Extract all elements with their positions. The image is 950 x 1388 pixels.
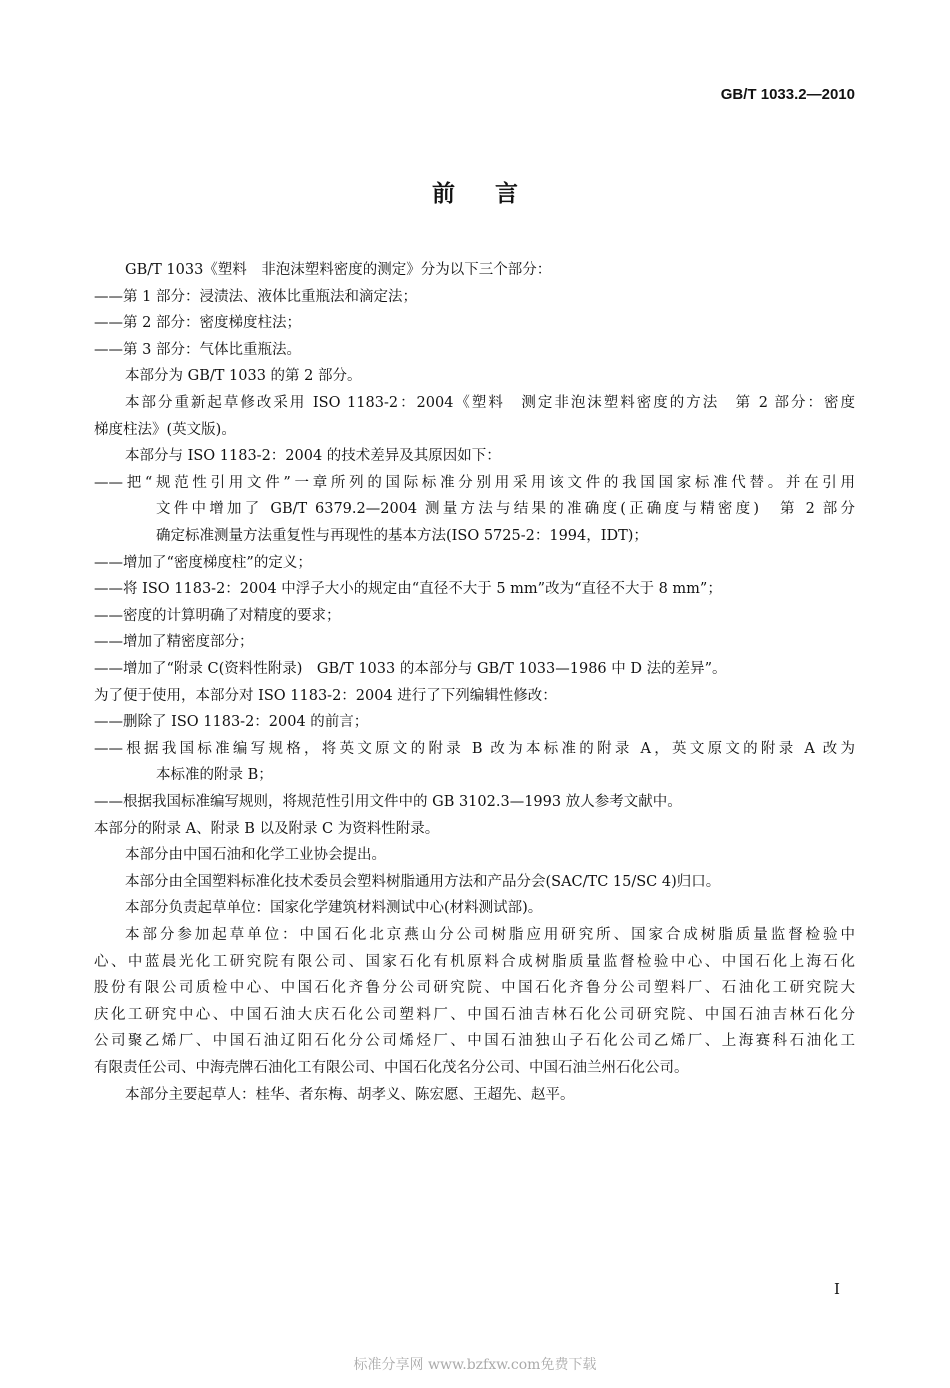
list-item: ——根据我国标准编写规则，将规范性引用文件中的 GB 3102.3—1993 放人参考文献中。	[94, 794, 682, 810]
text-line: 本部分主要起草人：桂华、者东梅、胡孝义、陈宏愿、王超先、赵平。	[125, 1086, 575, 1103]
text-line: 本部分的附录 A、附录 B 以及附录 C 为资料性附录。	[94, 820, 440, 837]
list-item: ——第 1 部分：浸渍法、液体比重瓶法和滴定法；	[94, 288, 417, 305]
list-item: ——增加了“附录 C(资料性附录) GB/T 1033 的本部分与 GB/T 1033—1986 中 D 法的差异”。	[94, 661, 727, 677]
text-line: 心、中蓝晨光化工研究院有限公司、国家石化有机原料合成树脂质量监督检验中心、中国石化上海石化	[94, 953, 855, 970]
text-line: 为了便于使用，本部分对 ISO 1183-2：2004 进行了下列编辑性修改：	[94, 687, 557, 704]
list-item: ——把“规范性引用文件”一章所列的国际标准分别用采用该文件的我国国家标准代替。并在引用	[94, 474, 855, 491]
text-line: GB/T 1033《塑料 非泡沫塑料密度的测定》分为以下三个部分：	[125, 262, 552, 278]
text-line: 公司聚乙烯厂、中国石油辽阳石化分公司烯烃厂、中国石油独山子石化公司乙烯厂、上海赛科石油化工	[94, 1033, 855, 1050]
list-item: ——将 ISO 1183-2：2004 中浮子大小的规定由“直径不大于 5 mm”改为“直径不大于 8 mm”；	[94, 581, 722, 598]
standard-code-header: GB/T 1033.2—2010	[720, 86, 855, 103]
page-title: 前言	[432, 180, 558, 207]
list-item: ——第 3 部分：气体比重瓶法。	[94, 341, 301, 358]
text-line: 本标准的附录 B；	[156, 767, 273, 784]
list-item: ——第 2 部分：密度梯度柱法；	[94, 315, 301, 332]
text-line: 本部分负责起草单位：国家化学建筑材料测试中心(材料测试部)。	[125, 900, 543, 917]
text-line: 有限责任公司、中海壳牌石油化工有限公司、中国石化茂名分公司、中国石油兰州石化公司。	[94, 1060, 689, 1076]
text-line: 庆化工研究中心、中国石油大庆石化公司塑料厂、中国石油吉林石化公司研究院、中国石油吉林石化分	[94, 1006, 855, 1023]
text-line: 股份有限公司质检中心、中国石化齐鲁分公司研究院、中国石化齐鲁分公司塑料厂、石油化工研究院大	[94, 980, 855, 997]
list-item: ——删除了 ISO 1183-2：2004 的前言；	[94, 714, 369, 731]
list-item: ——密度的计算明确了对精度的要求；	[94, 607, 341, 624]
list-item: ——根据我国标准编写规格，将英文原文的附录 B 改为本标准的附录 A，英文原文的附录 A 改为	[94, 740, 855, 757]
text-line: 本部分由中国石油和化学工业协会提出。	[125, 847, 386, 864]
watermark: 标准分享网 www.bzfxw.com免费下载	[353, 1357, 597, 1373]
list-item: ——增加了精密度部分；	[94, 634, 254, 651]
text-line: 本部分为 GB/T 1033 的第 2 部分。	[125, 368, 362, 385]
text-line: 本部分重新起草修改采用 ISO 1183-2：2004《塑料 测定非泡沫塑料密度的方法 第 2 部分：密度	[125, 395, 855, 411]
text-line: 梯度柱法》(英文版)。	[94, 421, 236, 438]
text-line: 文件中增加了 GB/T 6379.2—2004 测量方法与结果的准确度(正确度与精密度) 第 2 部分	[156, 501, 855, 518]
text-line: 本部分参加起草单位：中国石化北京燕山分公司树脂应用研究所、国家合成树脂质量监督检验中	[125, 927, 855, 943]
page-number: I	[834, 1280, 840, 1298]
list-item: ——增加了“密度梯度柱”的定义；	[94, 554, 312, 571]
text-line: 本部分与 ISO 1183-2：2004 的技术差异及其原因如下：	[125, 448, 501, 465]
text-line: 本部分由全国塑料标准化技术委员会塑料树脂通用方法和产品分会(SAC/TC 15/SC 4)归口。	[125, 873, 721, 890]
text-line: 确定标准测量方法重复性与再现性的基本方法(ISO 5725-2：1994，IDT)；	[156, 528, 648, 544]
